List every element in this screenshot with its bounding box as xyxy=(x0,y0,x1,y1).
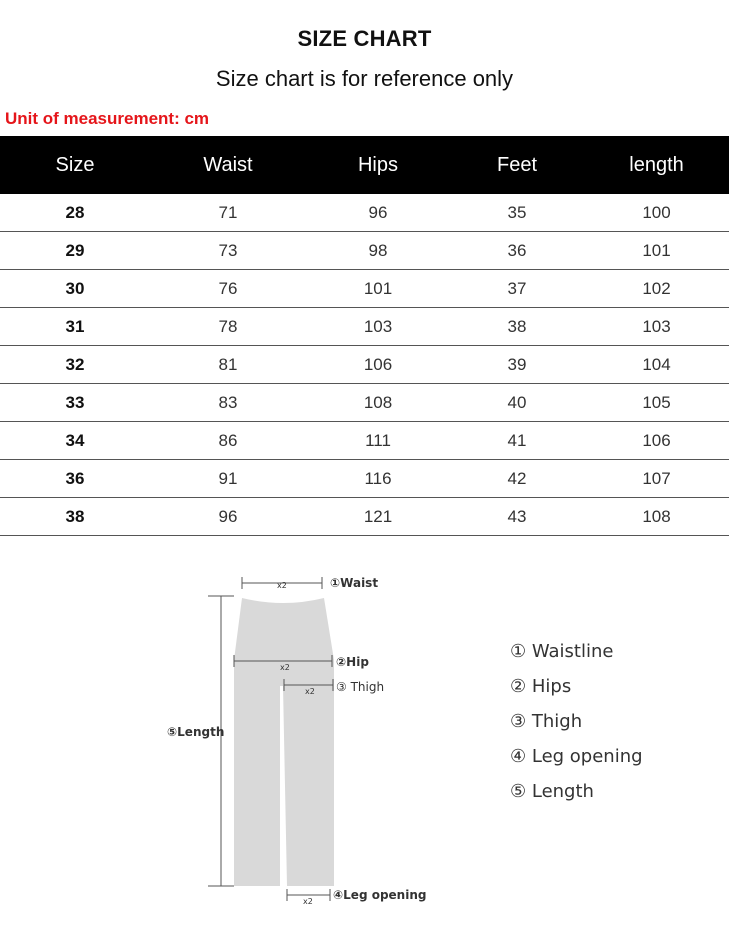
cell-length: 102 xyxy=(584,270,729,308)
cell-length: 107 xyxy=(584,460,729,498)
waist-label: ①Waist xyxy=(330,576,379,590)
cell-waist: 81 xyxy=(150,346,306,384)
cell-feet: 42 xyxy=(450,460,584,498)
cell-feet: 35 xyxy=(450,194,584,232)
hip-label: ②Hip xyxy=(336,655,369,669)
cell-hips: 111 xyxy=(306,422,450,460)
leg-opening-label: ④Leg opening xyxy=(333,888,427,902)
cell-feet: 43 xyxy=(450,498,584,536)
cell-waist: 71 xyxy=(150,194,306,232)
cell-waist: 83 xyxy=(150,384,306,422)
page-title: SIZE CHART xyxy=(297,26,432,51)
cell-feet: 37 xyxy=(450,270,584,308)
unit-note: Unit of measurement: cm xyxy=(5,109,210,128)
cell-length: 103 xyxy=(584,308,729,346)
cell-size: 34 xyxy=(0,422,150,460)
legend-item-thigh: ③ Thigh xyxy=(510,711,583,732)
cell-hips: 121 xyxy=(306,498,450,536)
column-header-size: Size xyxy=(0,136,150,194)
thigh-label: ③ Thigh xyxy=(336,680,385,694)
column-header-feet: Feet xyxy=(450,136,584,194)
pants-shape xyxy=(234,598,334,886)
cell-length: 106 xyxy=(584,422,729,460)
cell-waist: 76 xyxy=(150,270,306,308)
page-subtitle: Size chart is for reference only xyxy=(215,66,514,91)
cell-waist: 96 xyxy=(150,498,306,536)
cell-size: 32 xyxy=(0,346,150,384)
thigh-x2-label: x2 xyxy=(305,687,315,696)
size-table xyxy=(0,136,729,536)
column-header-hips: Hips xyxy=(306,136,450,194)
table-row xyxy=(0,384,729,422)
legend-item-hips: ② Hips xyxy=(510,676,572,697)
column-header-length: length xyxy=(584,136,729,194)
cell-hips: 98 xyxy=(306,232,450,270)
cell-hips: 108 xyxy=(306,384,450,422)
cell-waist: 73 xyxy=(150,232,306,270)
cell-hips: 96 xyxy=(306,194,450,232)
cell-size: 30 xyxy=(0,270,150,308)
cell-size: 31 xyxy=(0,308,150,346)
legend-item-length: ⑤ Length xyxy=(510,781,594,802)
cell-hips: 116 xyxy=(306,460,450,498)
cell-hips: 103 xyxy=(306,308,450,346)
cell-length: 105 xyxy=(584,384,729,422)
cell-size: 29 xyxy=(0,232,150,270)
legend-item-leg-opening: ④ Leg opening xyxy=(510,746,643,767)
cell-waist: 91 xyxy=(150,460,306,498)
table-header-row xyxy=(0,136,729,194)
cell-length: 100 xyxy=(584,194,729,232)
cell-size: 28 xyxy=(0,194,150,232)
cell-feet: 41 xyxy=(450,422,584,460)
cell-length: 101 xyxy=(584,232,729,270)
legend-item-waistline: ① Waistline xyxy=(510,641,614,662)
table-row xyxy=(0,232,729,270)
cell-feet: 38 xyxy=(450,308,584,346)
column-header-waist: Waist xyxy=(150,136,306,194)
pants-illustration xyxy=(0,560,460,933)
cell-size: 33 xyxy=(0,384,150,422)
table-row xyxy=(0,194,729,232)
table-row xyxy=(0,346,729,384)
cell-feet: 40 xyxy=(450,384,584,422)
length-label: ⑤Length xyxy=(167,725,225,739)
cell-waist: 86 xyxy=(150,422,306,460)
table-row xyxy=(0,422,729,460)
cell-hips: 106 xyxy=(306,346,450,384)
measurement-legend xyxy=(510,640,643,815)
leg-opening-x2-label: x2 xyxy=(303,897,313,906)
table-row xyxy=(0,308,729,346)
table-body xyxy=(0,194,729,536)
cell-length: 104 xyxy=(584,346,729,384)
table-row xyxy=(0,460,729,498)
cell-feet: 39 xyxy=(450,346,584,384)
cell-length: 108 xyxy=(584,498,729,536)
measurement-diagram xyxy=(0,560,729,933)
table-row xyxy=(0,270,729,308)
cell-size: 38 xyxy=(0,498,150,536)
waist-x2-label: x2 xyxy=(277,581,287,590)
cell-hips: 101 xyxy=(306,270,450,308)
hip-x2-label: x2 xyxy=(280,663,290,672)
cell-feet: 36 xyxy=(450,232,584,270)
cell-size: 36 xyxy=(0,460,150,498)
cell-waist: 78 xyxy=(150,308,306,346)
table-row xyxy=(0,498,729,536)
